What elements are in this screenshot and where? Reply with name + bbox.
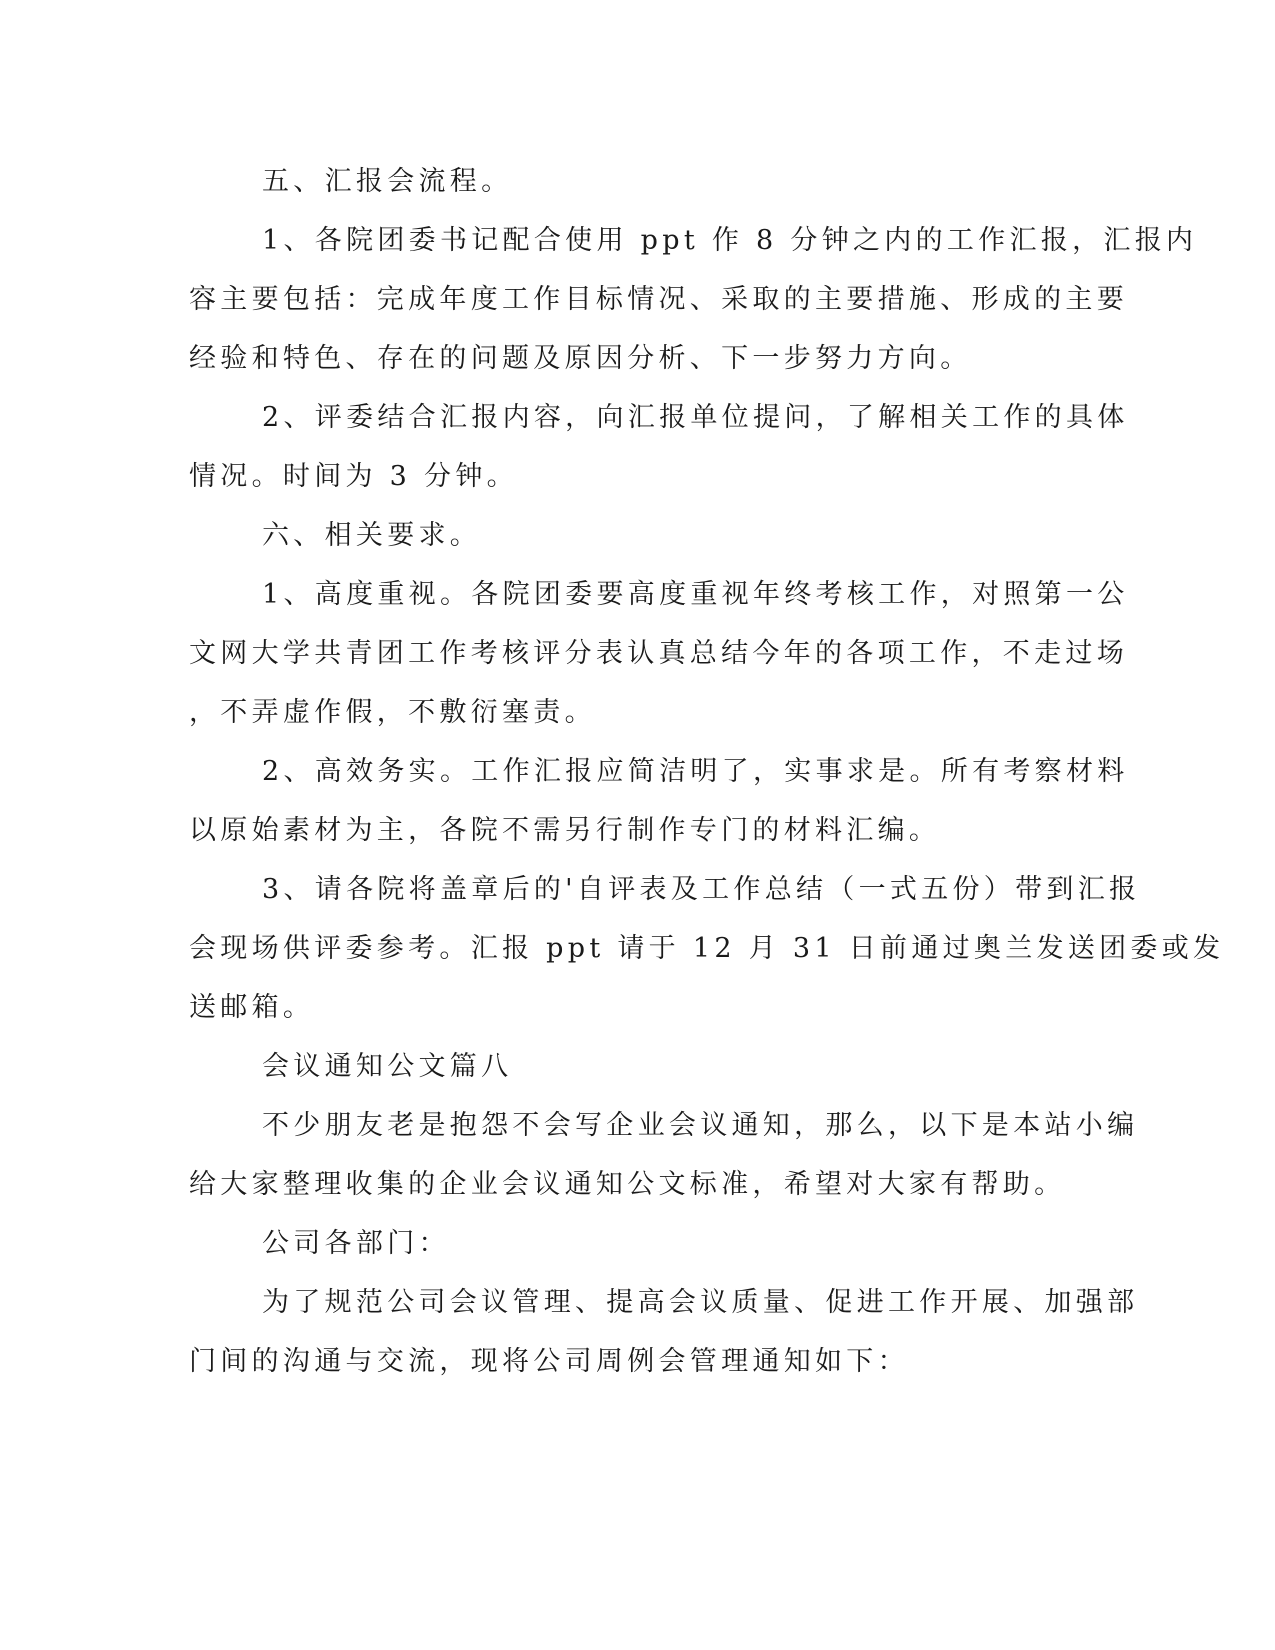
- paragraph-line: 以原始素材为主，各院不需另行制作专门的材料汇编。: [189, 815, 941, 846]
- paragraph-line: 情况。时间为 3 分钟。: [189, 461, 518, 492]
- paragraph-line: 会现场供评委参考。汇报 ppt 请于 12 月 31 日前通过奥兰发送团委或发: [189, 933, 1225, 964]
- paragraph-line: 给大家整理收集的企业会议通知公文标准，希望对大家有帮助。: [189, 1169, 1066, 1200]
- paragraph-line: 为了规范公司会议管理、提高会议质量、促进工作开展、加强部: [262, 1287, 1139, 1318]
- salutation: 公司各部门：: [262, 1228, 450, 1259]
- paragraph-line: 门间的沟通与交流，现将公司周例会管理通知如下：: [189, 1346, 909, 1377]
- paragraph-line: 容主要包括：完成年度工作目标情况、采取的主要措施、形成的主要: [189, 284, 1128, 315]
- paragraph-line: 2、评委结合汇报内容，向汇报单位提问，了解相关工作的具体: [262, 402, 1129, 433]
- paragraph-line: 3、请各院将盖章后的'自评表及工作总结（一式五份）带到汇报: [262, 874, 1141, 905]
- paragraph-line: 文网大学共青团工作考核评分表认真总结今年的各项工作，不走过场: [189, 638, 1128, 669]
- paragraph-line: 1、各院团委书记配合使用 ppt 作 8 分钟之内的工作汇报，汇报内: [262, 225, 1198, 256]
- section-heading-requirements: 六、相关要求。: [262, 520, 482, 551]
- paragraph-line: 2、高效务实。工作汇报应简洁明了，实事求是。所有考察材料: [262, 756, 1129, 787]
- paragraph-line: 经验和特色、存在的问题及原因分析、下一步努力方向。: [189, 343, 972, 374]
- section-title-meeting-notice: 会议通知公文篇八: [262, 1051, 513, 1082]
- section-heading-process: 五、汇报会流程。: [262, 166, 513, 197]
- paragraph-line: ，不弄虚作假，不敷衍塞责。: [189, 697, 596, 728]
- paragraph-line: 不少朋友老是抱怨不会写企业会议通知，那么，以下是本站小编: [262, 1110, 1139, 1141]
- paragraph-line: 1、高度重视。各院团委要高度重视年终考核工作，对照第一公: [262, 579, 1129, 610]
- paragraph-line: 送邮箱。: [189, 992, 315, 1023]
